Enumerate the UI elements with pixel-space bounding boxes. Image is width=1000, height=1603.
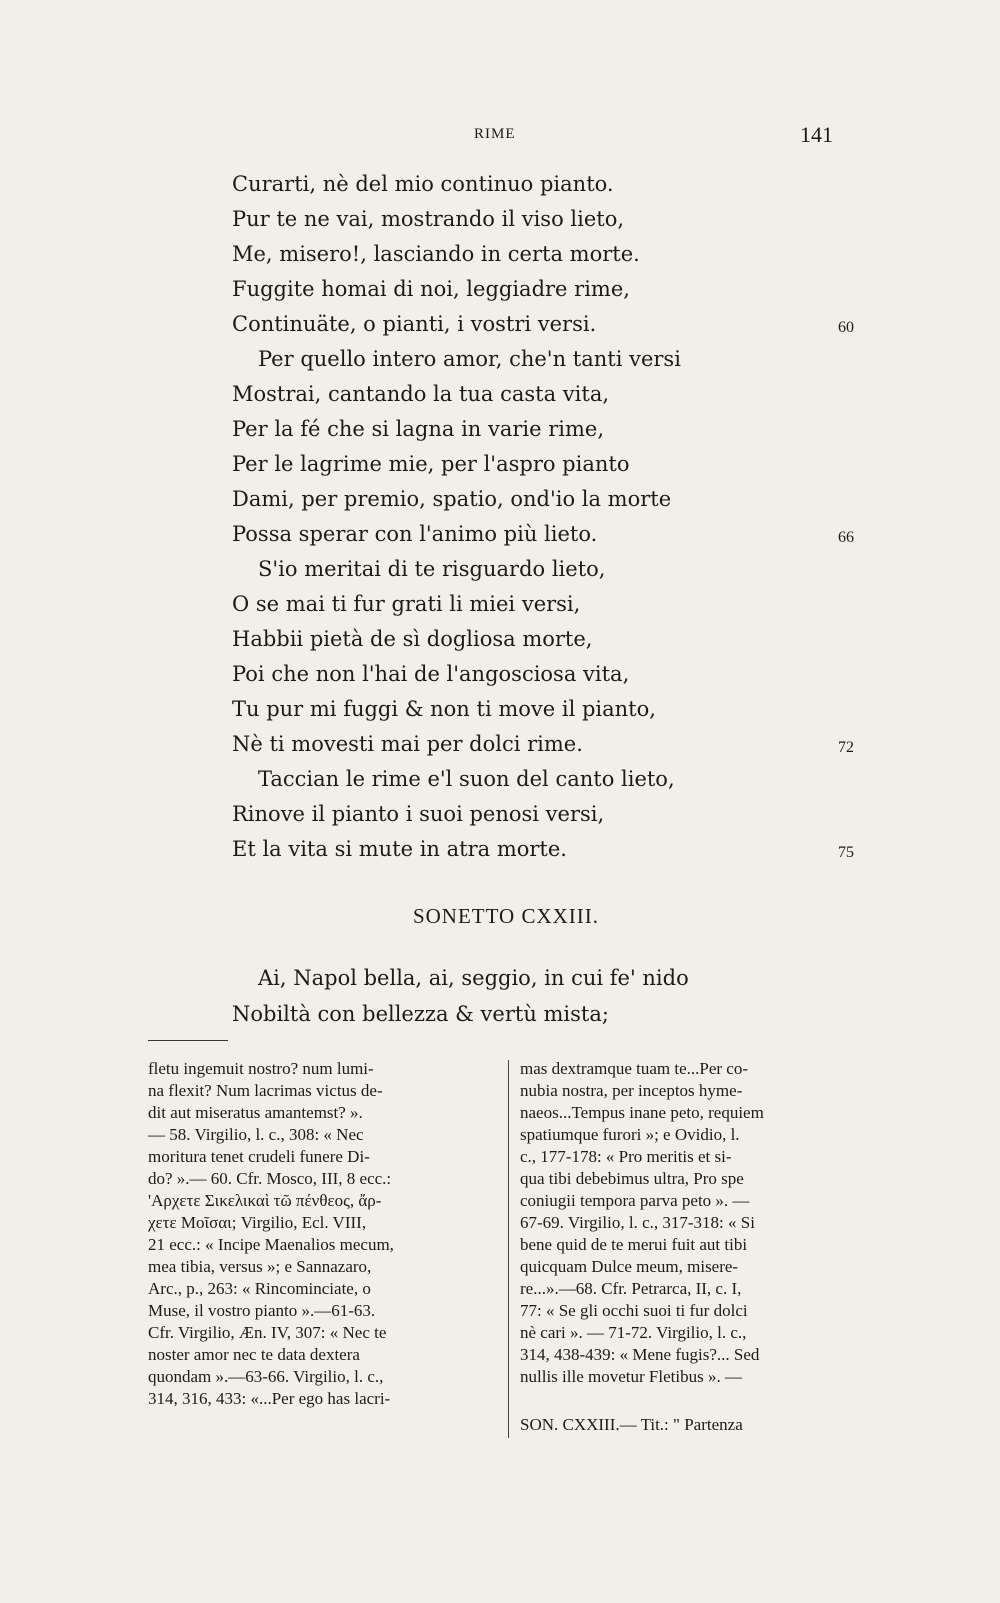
footnote-line: bene quid de te merui fuit aut tibi xyxy=(520,1235,748,1254)
footnote-line: 67-69. Virgilio, l. c., 317-318: « Si xyxy=(520,1213,755,1232)
sonnet-title: SONETTO CXXIII. xyxy=(412,904,600,928)
footnote-line: c., 177-178: « Pro meritis et si- xyxy=(520,1147,732,1166)
footnote-line: noster amor nec te data dextera xyxy=(148,1345,360,1364)
verse-line: Mostrai, cantando la tua casta vita, xyxy=(232,382,610,406)
verse-line: O se mai ti fur grati li miei versi, xyxy=(232,592,581,616)
footnote-line: qua tibi debebimus ultra, Pro spe xyxy=(520,1169,744,1188)
footnote-line: nullis ille movetur Fletibus ». — xyxy=(520,1367,742,1386)
footnote-line: 'Αρχετε Σικελικαὶ τῶ πένθεος, ἄρ- xyxy=(148,1191,382,1210)
line-number: 66 xyxy=(838,529,854,546)
footnote-line: re...».—68. Cfr. Petrarca, II, c. I, xyxy=(520,1279,742,1298)
verse-line: Rinove il pianto i suoi penosi versi, xyxy=(232,802,605,826)
footnote-line: dit aut miseratus amantemst? ». xyxy=(148,1103,363,1122)
footnote-line: nubia nostra, per inceptos hyme- xyxy=(520,1081,743,1100)
footnote-line: Muse, il vostro pianto ».—61-63. xyxy=(148,1301,376,1320)
verse-line: Per quello intero amor, che'n tanti versi xyxy=(258,347,681,371)
footnote-line: naeos...Tempus inane peto, requiem xyxy=(520,1103,764,1122)
footnote-sonnet-title-note: SON. CXXIII.— Tit.: " Partenza xyxy=(520,1415,743,1434)
line-number: 75 xyxy=(838,844,854,861)
footnote-line: Cfr. Virgilio, Æn. IV, 307: « Nec te xyxy=(148,1323,387,1342)
footnote-line: na flexit? Num lacrimas victus de- xyxy=(148,1081,383,1100)
verse-line: Possa sperar con l'animo più lieto. xyxy=(232,522,598,546)
verse-line: Pur te ne vai, mostrando il viso lieto, xyxy=(232,207,625,231)
footnote-line: nè cari ». — 71-72. Virgilio, l. c., xyxy=(520,1323,747,1342)
verse-line: Me, misero!, lasciando in certa morte. xyxy=(232,242,640,266)
footnote-line: 77: « Se gli occhi suoi ti fur dolci xyxy=(520,1301,748,1320)
line-number: 60 xyxy=(838,319,854,336)
footnote-line: fletu ingemuit nostro? num lumi- xyxy=(148,1059,374,1078)
footnote-line: coniugii tempora parva peto ». — xyxy=(520,1191,750,1210)
footnote-line: do? ».— 60. Cfr. Mosco, III, 8 ecc.: xyxy=(148,1169,392,1188)
footnote-line: spatiumque furori »; e Ovidio, l. xyxy=(520,1125,740,1144)
verse-line: Per le lagrime mie, per l'aspro pianto xyxy=(232,452,630,476)
footnote-line: quondam ».—63-66. Virgilio, l. c., xyxy=(148,1367,384,1386)
footnote-line: 314, 316, 433: «...Per ego has lacri- xyxy=(148,1389,391,1408)
running-head: RIME xyxy=(474,126,516,142)
footnote-line: mea tibia, versus »; e Sannazaro, xyxy=(148,1257,372,1276)
footnote-line: quicquam Dulce meum, misere- xyxy=(520,1257,739,1276)
footnotes-right-column xyxy=(520,1058,872,1388)
footnote-line: 314, 438-439: « Mene fugis?... Sed xyxy=(520,1345,760,1364)
verse-line: Continuäte, o pianti, i vostri versi. xyxy=(232,312,597,336)
line-number: 72 xyxy=(838,739,854,756)
verse-line: Habbii pietà de sì dogliosa morte, xyxy=(232,627,593,651)
footnotes-left-column xyxy=(148,1058,492,1410)
verse-line: Per la fé che si lagna in varie rime, xyxy=(232,417,605,441)
footnote-line: χετε Μοῖσαι; Virgilio, Ecl. VIII, xyxy=(148,1213,367,1232)
page-number: 141 xyxy=(800,122,833,147)
verse-line: Dami, per premio, spatio, ond'io la morte xyxy=(232,487,672,511)
verse-line: Tu pur mi fuggi & non ti move il pianto, xyxy=(232,697,656,721)
column-divider xyxy=(508,1060,509,1438)
footnote-line: — 58. Virgilio, l. c., 308: « Nec xyxy=(148,1125,364,1144)
verse-line: S'io meritai di te risguardo lieto, xyxy=(258,557,606,581)
verse-line: Taccian le rime e'l suon del canto lieto, xyxy=(258,767,675,791)
verse-line: Fuggite homai di noi, leggiadre rime, xyxy=(232,277,630,301)
page-header xyxy=(0,122,1000,152)
footnote-line: Arc., p., 263: « Rincominciate, o xyxy=(148,1279,371,1298)
verse-line: Poi che non l'hai de l'angosciosa vita, xyxy=(232,662,630,686)
verse-line: Nè ti movesti mai per dolci rime. xyxy=(232,732,583,756)
footnote-rule xyxy=(148,1040,228,1041)
verse-line: Curarti, nè del mio continuo pianto. xyxy=(232,172,614,196)
verse-line: Et la vita si mute in atra morte. xyxy=(232,837,567,861)
footnote-line: 21 ecc.: « Incipe Maenalios mecum, xyxy=(148,1235,394,1254)
footnote-line: moritura tenet crudeli funere Di- xyxy=(148,1147,370,1166)
sonnet-verse-line: Nobiltà con bellezza & vertù mista; xyxy=(232,1002,609,1026)
footnote-line: mas dextramque tuam te...Per co- xyxy=(520,1059,749,1078)
sonnet-verse-line: Ai, Napol bella, ai, seggio, in cui fe' nido xyxy=(258,966,689,990)
